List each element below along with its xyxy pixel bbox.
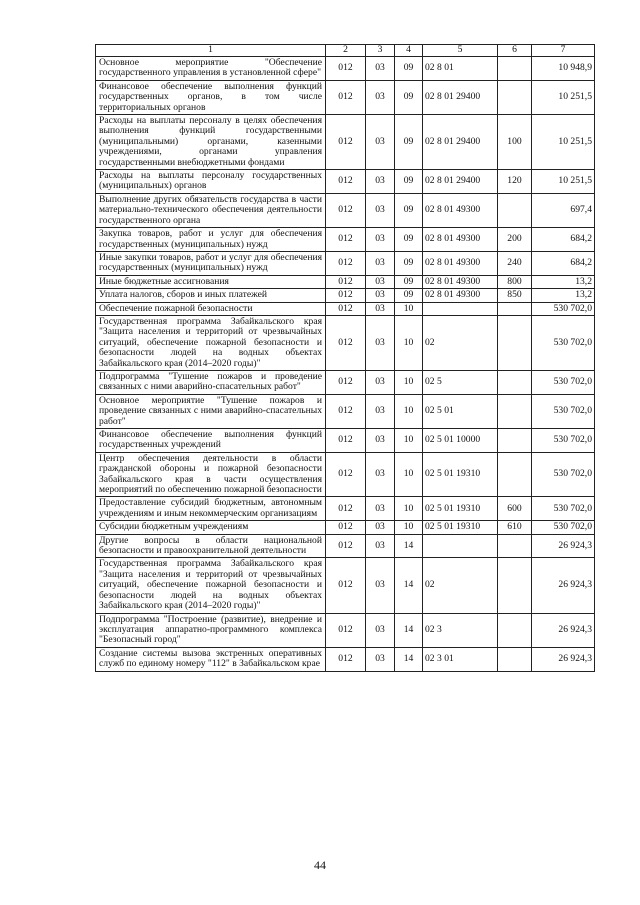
subsection-code-cell: 10: [395, 429, 423, 453]
subsection-code-cell: 09: [395, 228, 423, 252]
amount-cell: 530 702,0: [532, 370, 595, 394]
amount-cell: 10 251,5: [532, 115, 595, 170]
admin-code-cell: 012: [326, 302, 366, 315]
admin-code-cell: 012: [326, 521, 366, 534]
table-row: [96, 613, 595, 647]
header-cell: 6: [498, 45, 532, 57]
expense-type-cell: [498, 429, 532, 453]
amount-cell: 530 702,0: [532, 497, 595, 521]
expense-type-cell: [498, 613, 532, 647]
target-article-cell: 02 8 01 29400: [423, 115, 498, 170]
amount-cell: 13,2: [532, 289, 595, 302]
budget-table: [95, 44, 595, 672]
amount-cell: 684,2: [532, 228, 595, 252]
amount-cell: 684,2: [532, 251, 595, 275]
section-code-cell: 03: [366, 193, 395, 227]
table-row: [96, 80, 595, 114]
target-article-cell: 02 8 01 49300: [423, 289, 498, 302]
table-row: [96, 429, 595, 453]
subsection-code-cell: 10: [395, 370, 423, 394]
subsection-code-cell: 09: [395, 275, 423, 288]
expense-type-cell: [498, 370, 532, 394]
target-article-cell: 02: [423, 558, 498, 613]
header-cell: 2: [326, 45, 366, 57]
amount-cell: 10 251,5: [532, 170, 595, 194]
section-code-cell: 03: [366, 302, 395, 315]
section-code-cell: 03: [366, 429, 395, 453]
amount-cell: 530 702,0: [532, 394, 595, 428]
table-row: [96, 558, 595, 613]
admin-code-cell: 012: [326, 57, 366, 81]
section-code-cell: 03: [366, 251, 395, 275]
subsection-code-cell: 14: [395, 534, 423, 558]
admin-code-cell: 012: [326, 647, 366, 671]
amount-cell: 530 702,0: [532, 452, 595, 497]
section-code-cell: 03: [366, 275, 395, 288]
table-row: [96, 647, 595, 671]
section-code-cell: 03: [366, 370, 395, 394]
section-code-cell: 03: [366, 289, 395, 302]
row-name-cell: Закупка товаров, работ и услуг для обеспечения государственных (муниципальных) нужд: [96, 228, 326, 252]
target-article-cell: 02 8 01 49300: [423, 275, 498, 288]
admin-code-cell: 012: [326, 275, 366, 288]
subsection-code-cell: 09: [395, 251, 423, 275]
target-article-cell: 02 5 01 19310: [423, 452, 498, 497]
target-article-cell: 02 8 01 49300: [423, 193, 498, 227]
table-row: [96, 170, 595, 194]
amount-cell: 26 924,3: [532, 534, 595, 558]
admin-code-cell: 012: [326, 228, 366, 252]
row-name-cell: Иные бюджетные ассигнования: [96, 275, 326, 288]
target-article-cell: 02 5 01 19310: [423, 497, 498, 521]
table-row: [96, 315, 595, 370]
admin-code-cell: 012: [326, 558, 366, 613]
header-cell: 1: [96, 45, 326, 57]
subsection-code-cell: 10: [395, 521, 423, 534]
row-name-cell: Финансовое обеспечение выполнения функций государственных органов, в том числе территориальных органов: [96, 80, 326, 114]
row-name-cell: Создание системы вызова экстренных оперативных служб по единому номеру "112" в Забайкальском крае: [96, 647, 326, 671]
section-code-cell: 03: [366, 534, 395, 558]
amount-cell: 530 702,0: [532, 302, 595, 315]
expense-type-cell: [498, 647, 532, 671]
expense-type-cell: 800: [498, 275, 532, 288]
row-name-cell: Основное мероприятие "Обеспечение государственного управления в установленной сфере": [96, 57, 326, 81]
section-code-cell: 03: [366, 647, 395, 671]
table-row: [96, 497, 595, 521]
row-name-cell: Государственная программа Забайкальского края "Защита населения и территорий от чрезвычайных ситуаций, обеспечение пожарной безопасности и безопасности людей на водных объектах Забайкальского края (2014–2020 годы)": [96, 315, 326, 370]
target-article-cell: 02 5 01 10000: [423, 429, 498, 453]
subsection-code-cell: 10: [395, 497, 423, 521]
expense-type-cell: [498, 57, 532, 81]
amount-cell: 530 702,0: [532, 521, 595, 534]
table-row: [96, 521, 595, 534]
row-name-cell: Расходы на выплаты персоналу в целях обеспечения выполнения функций государственными (муниципальными) органами, казенными учреждениями, органами управления государственными внебюджетными фондами: [96, 115, 326, 170]
table-row: [96, 534, 595, 558]
amount-cell: 530 702,0: [532, 429, 595, 453]
admin-code-cell: 012: [326, 452, 366, 497]
subsection-code-cell: 10: [395, 315, 423, 370]
target-article-cell: [423, 534, 498, 558]
target-article-cell: 02 8 01 29400: [423, 80, 498, 114]
target-article-cell: 02 5 01 19310: [423, 521, 498, 534]
amount-cell: 26 924,3: [532, 558, 595, 613]
expense-type-cell: [498, 558, 532, 613]
section-code-cell: 03: [366, 80, 395, 114]
target-article-cell: 02: [423, 315, 498, 370]
subsection-code-cell: 10: [395, 394, 423, 428]
table-header-row: [96, 45, 595, 57]
target-article-cell: [423, 302, 498, 315]
table-row: [96, 228, 595, 252]
target-article-cell: 02 3 01: [423, 647, 498, 671]
row-name-cell: Центр обеспечения деятельности в области гражданской обороны и пожарной безопасности Забайкальского края в части осуществления мероприятий по обеспечению пожарной безопасности: [96, 452, 326, 497]
section-code-cell: 03: [366, 452, 395, 497]
section-code-cell: 03: [366, 315, 395, 370]
table-row: [96, 452, 595, 497]
header-cell: 3: [366, 45, 395, 57]
admin-code-cell: 012: [326, 429, 366, 453]
expense-type-cell: [498, 315, 532, 370]
amount-cell: 26 924,3: [532, 613, 595, 647]
section-code-cell: 03: [366, 613, 395, 647]
expense-type-cell: 610: [498, 521, 532, 534]
amount-cell: 697,4: [532, 193, 595, 227]
admin-code-cell: 012: [326, 170, 366, 194]
table-row: [96, 289, 595, 302]
row-name-cell: Выполнение других обязательств государства в части материально-технического обеспечения деятельности государственного органа: [96, 193, 326, 227]
admin-code-cell: 012: [326, 534, 366, 558]
admin-code-cell: 012: [326, 613, 366, 647]
row-name-cell: Основное мероприятие "Тушение пожаров и проведение связанных с ними аварийно-спасательных работ": [96, 394, 326, 428]
target-article-cell: 02 3: [423, 613, 498, 647]
row-name-cell: Другие вопросы в области национальной безопасности и правоохранительной деятельности: [96, 534, 326, 558]
row-name-cell: Обеспечение пожарной безопасности: [96, 302, 326, 315]
expense-type-cell: 200: [498, 228, 532, 252]
amount-cell: 530 702,0: [532, 315, 595, 370]
section-code-cell: 03: [366, 115, 395, 170]
table-row: [96, 115, 595, 170]
section-code-cell: 03: [366, 394, 395, 428]
subsection-code-cell: 09: [395, 80, 423, 114]
header-cell: 4: [395, 45, 423, 57]
row-name-cell: Подпрограмма "Построение (развитие), внедрение и эксплуатация аппаратно-программного комплекса "Безопасный город": [96, 613, 326, 647]
amount-cell: 10 948,9: [532, 57, 595, 81]
section-code-cell: 03: [366, 228, 395, 252]
target-article-cell: 02 8 01 29400: [423, 170, 498, 194]
section-code-cell: 03: [366, 170, 395, 194]
admin-code-cell: 012: [326, 315, 366, 370]
table-row: [96, 193, 595, 227]
target-article-cell: 02 8 01 49300: [423, 251, 498, 275]
expense-type-cell: 120: [498, 170, 532, 194]
subsection-code-cell: 14: [395, 613, 423, 647]
expense-type-cell: [498, 534, 532, 558]
row-name-cell: Подпрограмма "Тушение пожаров и проведение связанных с ними аварийно-спасательных работ": [96, 370, 326, 394]
admin-code-cell: 012: [326, 289, 366, 302]
subsection-code-cell: 09: [395, 193, 423, 227]
expense-type-cell: [498, 80, 532, 114]
subsection-code-cell: 09: [395, 115, 423, 170]
amount-cell: 13,2: [532, 275, 595, 288]
table-row: [96, 275, 595, 288]
subsection-code-cell: 10: [395, 452, 423, 497]
subsection-code-cell: 09: [395, 170, 423, 194]
row-name-cell: Иные закупки товаров, работ и услуг для обеспечения государственных (муниципальных) нужд: [96, 251, 326, 275]
subsection-code-cell: 09: [395, 57, 423, 81]
row-name-cell: Финансовое обеспечение выполнения функций государственных учреждений: [96, 429, 326, 453]
expense-type-cell: 600: [498, 497, 532, 521]
admin-code-cell: 012: [326, 80, 366, 114]
header-cell: 7: [532, 45, 595, 57]
table-row: [96, 394, 595, 428]
row-name-cell: Уплата налогов, сборов и иных платежей: [96, 289, 326, 302]
expense-type-cell: [498, 302, 532, 315]
admin-code-cell: 012: [326, 394, 366, 428]
expense-type-cell: 850: [498, 289, 532, 302]
table-row: [96, 370, 595, 394]
admin-code-cell: 012: [326, 370, 366, 394]
row-name-cell: Государственная программа Забайкальского края "Защита населения и территорий от чрезвычайных ситуаций, обеспечение пожарной безопасности и безопасности людей на водных объектах Забайкальского края (2014–2020 годы)": [96, 558, 326, 613]
expense-type-cell: [498, 394, 532, 428]
section-code-cell: 03: [366, 558, 395, 613]
table-row: [96, 302, 595, 315]
target-article-cell: 02 8 01 49300: [423, 228, 498, 252]
expense-type-cell: [498, 452, 532, 497]
amount-cell: 26 924,3: [532, 647, 595, 671]
target-article-cell: 02 5 01: [423, 394, 498, 428]
expense-type-cell: 240: [498, 251, 532, 275]
subsection-code-cell: 09: [395, 289, 423, 302]
target-article-cell: 02 8 01: [423, 57, 498, 81]
row-name-cell: Расходы на выплаты персоналу государственных (муниципальных) органов: [96, 170, 326, 194]
expense-type-cell: [498, 193, 532, 227]
target-article-cell: 02 5: [423, 370, 498, 394]
amount-cell: 10 251,5: [532, 80, 595, 114]
section-code-cell: 03: [366, 521, 395, 534]
row-name-cell: Предоставление субсидий бюджетным, автономным учреждениям и иным некоммерческим организациям: [96, 497, 326, 521]
subsection-code-cell: 10: [395, 302, 423, 315]
subsection-code-cell: 14: [395, 558, 423, 613]
section-code-cell: 03: [366, 497, 395, 521]
expense-type-cell: 100: [498, 115, 532, 170]
table-row: [96, 251, 595, 275]
row-name-cell: Субсидии бюджетным учреждениям: [96, 521, 326, 534]
header-cell: 5: [423, 45, 498, 57]
subsection-code-cell: 14: [395, 647, 423, 671]
section-code-cell: 03: [366, 57, 395, 81]
admin-code-cell: 012: [326, 115, 366, 170]
admin-code-cell: 012: [326, 497, 366, 521]
page-number: 44: [314, 858, 326, 872]
table-row: [96, 57, 595, 81]
admin-code-cell: 012: [326, 193, 366, 227]
admin-code-cell: 012: [326, 251, 366, 275]
